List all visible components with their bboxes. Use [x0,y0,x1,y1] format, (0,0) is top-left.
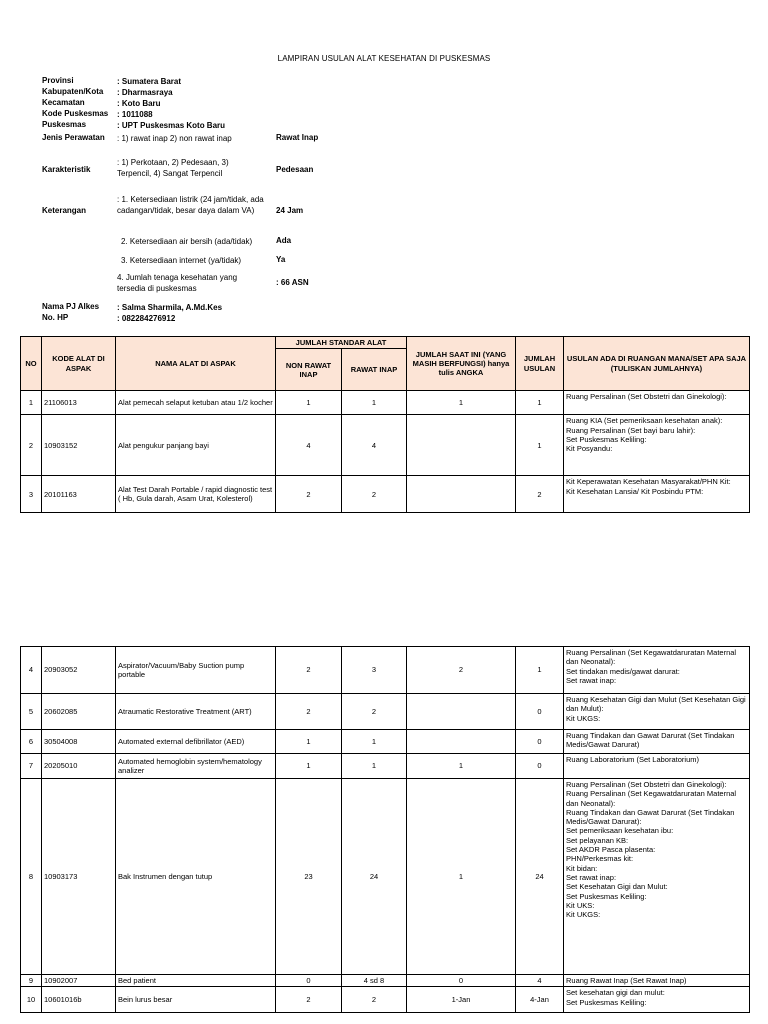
hp-value: : 082284276912 [117,314,176,323]
alkes-table-page1 [20,336,750,513]
provinsi-label: Provinsi [42,76,74,85]
row-ruangan: Ruang Persalinan (Set Kegawatdaruratan Maternal dan Neonatal): Set tindakan medis/gawat darurat: Set rawat inap: [564,647,750,694]
row-no: 5 [21,694,42,730]
ket4-value: 4. Jumlah tenaga kesehatan yang tersedia di puskesmas [117,273,238,293]
row-no: 8 [21,779,42,975]
table-row [21,730,750,754]
row-non-rawat: 2 [276,694,342,730]
row-saat-ini [407,730,516,754]
row-no: 2 [21,415,42,476]
row-saat-ini [407,415,516,476]
row-ruangan: Ruang Persalinan (Set Obstetri dan Ginekologi): [564,391,750,415]
table-row [21,647,750,694]
provinsi-value: : Sumatera Barat [117,77,182,86]
row-ruangan: Kit Keperawatan Kesehatan Masyarakat/PHN Kit: Kit Kesehatan Lansia/ Kit Posbindu PTM: [564,476,750,513]
row-usulan: 4 [516,975,564,987]
table-row [21,975,750,987]
row-kode: 20602085 [42,694,116,730]
header-no: NO [21,337,42,391]
row-saat-ini [407,476,516,513]
row-ruangan: Ruang Laboratorium (Set Laboratorium) [564,754,750,779]
row-no: 3 [21,476,42,513]
row-usulan: 24 [516,779,564,975]
row-ruangan: Set kesehatan gigi dan mulut: Set Puskesmas Keliling: [564,987,750,1013]
row-kode: 20101163 [42,476,116,513]
row-kode: 10902007 [42,975,116,987]
row-rawat: 4 sd 8 [342,975,407,987]
row-saat-ini: 0 [407,975,516,987]
kabupaten-label: Kabupaten/Kota [42,87,104,96]
header-kode: KODE ALAT DI ASPAK [42,337,116,391]
alkes-table-page2 [20,646,750,1013]
row-non-rawat: 4 [276,415,342,476]
ket1-value: : 1. Ketersediaan listrik (24 jam/tidak, ada cadangan/tidak, besar daya dalam VA) [117,195,264,215]
row-rawat: 3 [342,647,407,694]
header-rawat: RAWAT INAP [342,349,407,391]
row-nama: Aspirator/Vacuum/Baby Suction pump portable [116,647,276,694]
jenis-value: : 1) rawat inap 2) non rawat inap [117,134,232,143]
table-row [21,779,750,975]
karakteristik-label: Karakteristik [42,165,91,174]
karakteristik-answer: Pedesaan [276,165,314,174]
row-saat-ini: 1 [407,391,516,415]
row-no: 7 [21,754,42,779]
keterangan-label: Keterangan [42,206,87,215]
table-row [21,476,750,513]
row-non-rawat: 2 [276,476,342,513]
puskesmas-value: : UPT Puskesmas Koto Baru [117,121,226,130]
row-usulan: 0 [516,694,564,730]
table-row [21,694,750,730]
row-rawat: 1 [342,391,407,415]
row-non-rawat: 1 [276,754,342,779]
row-kode: 20903052 [42,647,116,694]
table-row [21,987,750,1013]
row-usulan: 1 [516,415,564,476]
row-non-rawat: 23 [276,779,342,975]
row-kode: 10601016b [42,987,116,1013]
row-saat-ini: 1-Jan [407,987,516,1013]
row-usulan: 2 [516,476,564,513]
row-usulan: 4-Jan [516,987,564,1013]
row-nama: Alat pengukur panjang bayi [116,415,276,476]
row-saat-ini: 2 [407,647,516,694]
row-no: 4 [21,647,42,694]
row-kode: 10903173 [42,779,116,975]
row-non-rawat: 0 [276,975,342,987]
ket3-answer: Ya [276,255,286,264]
row-nama: Atraumatic Restorative Treatment (ART) [116,694,276,730]
header-non-rawat: NON RAWAT INAP [276,349,342,391]
header-standar: JUMLAH STANDAR ALAT [276,337,407,349]
karakteristik-value: : 1) Perkotaan, 2) Pedesaan, 3) Terpencil, 4) Sangat Terpencil [117,158,229,178]
row-non-rawat: 2 [276,987,342,1013]
kecamatan-value: : Koto Baru [117,99,161,108]
row-saat-ini: 1 [407,754,516,779]
row-nama: Alat pemecah selaput ketuban atau 1/2 kocher [116,391,276,415]
table-row [21,754,750,779]
kode-label: Kode Puskesmas [42,109,109,118]
ket3-value: 3. Ketersediaan internet (ya/tidak) [121,256,242,265]
row-nama: Bein lurus besar [116,987,276,1013]
pj-value: : Salma Sharmila, A.Md.Kes [117,303,223,312]
row-no: 10 [21,987,42,1013]
kode-value: : 1011088 [117,110,153,119]
row-ruangan: Ruang Kesehatan Gigi dan Mulut (Set Kesehatan Gigi dan Mulut): Kit UKGS: [564,694,750,730]
kabupaten-value: : Dharmasraya [117,88,173,97]
row-nama: Bak Instrumen dengan tutup [116,779,276,975]
row-rawat: 1 [342,754,407,779]
row-no: 1 [21,391,42,415]
header-saat-ini: JUMLAH SAAT INI (YANG MASIH BERFUNGSI) hanya tulis ANGKA [407,337,516,391]
row-saat-ini [407,694,516,730]
row-rawat: 1 [342,730,407,754]
row-kode: 10903152 [42,415,116,476]
ket4-answer: : 66 ASN [276,278,309,287]
document-title: LAMPIRAN USULAN ALAT KESEHATAN DI PUSKESMAS [277,54,491,63]
row-usulan: 1 [516,647,564,694]
row-non-rawat: 2 [276,647,342,694]
row-ruangan: Ruang Tindakan dan Gawat Darurat (Set Tindakan Medis/Gawat Darurat) [564,730,750,754]
row-ruangan: Ruang Rawat Inap (Set Rawat Inap) [564,975,750,987]
row-kode: 30504008 [42,730,116,754]
row-rawat: 2 [342,694,407,730]
row-kode: 20205010 [42,754,116,779]
row-nama: Automated hemoglobin system/hematology analizer [116,754,276,779]
row-rawat: 24 [342,779,407,975]
header-ruangan: USULAN ADA DI RUANGAN MANA/SET APA SAJA (TULISKAN JUMLAHNYA) [564,337,750,391]
row-kode: 21106013 [42,391,116,415]
row-ruangan: Ruang KIA (Set pemeriksaan kesehatan anak): Ruang Persalinan (Set bayi baru lahir): Set Puskesmas Keliling: Kit Posyandu: [564,415,750,476]
row-usulan: 0 [516,754,564,779]
row-non-rawat: 1 [276,391,342,415]
hp-label: No. HP [42,313,69,322]
ket2-answer: Ada [276,236,292,245]
ket1-answer: 24 Jam [276,206,304,215]
table-row [21,415,750,476]
jenis-label: Jenis Perawatan [42,133,105,142]
pj-label: Nama PJ Alkes [42,302,100,311]
kecamatan-label: Kecamatan [42,98,85,107]
puskesmas-label: Puskesmas [42,120,87,129]
header-nama: NAMA ALAT DI ASPAK [116,337,276,391]
row-rawat: 2 [342,476,407,513]
row-ruangan: Ruang Persalinan (Set Obstetri dan Ginekologi): Ruang Persalinan (Set Kegawatdaruratan Maternal dan Neonatal): Ruang Tindakan dan Gawat Darurat (Set Tindakan Medis/Gawat Darurat): Set pemeriksaan kesehatan ibu: Set pelayanan KB: Set AKDR Pasca plasenta: PHN/Perkesmas kit: Kit bidan: Set rawat inap: Set Kesehatan Gigi dan Mulut: Set Puskesmas Keliling: Kit UKS: Kit UKGS: [564,779,750,975]
ket2-value: 2. Ketersediaan air bersih (ada/tidak) [121,237,253,246]
header-usulan: JUMLAH USULAN [516,337,564,391]
row-no: 9 [21,975,42,987]
row-rawat: 2 [342,987,407,1013]
row-nama: Automated external defibrillator (AED) [116,730,276,754]
row-non-rawat: 1 [276,730,342,754]
row-nama: Bed patient [116,975,276,987]
row-no: 6 [21,730,42,754]
row-rawat: 4 [342,415,407,476]
table-row [21,391,750,415]
jenis-answer: Rawat Inap [276,133,319,142]
row-usulan: 1 [516,391,564,415]
row-nama: Alat Test Darah Portable / rapid diagnostic test ( Hb, Gula darah, Asam Urat, Kolesterol) [116,476,276,513]
row-saat-ini: 1 [407,779,516,975]
row-usulan: 0 [516,730,564,754]
